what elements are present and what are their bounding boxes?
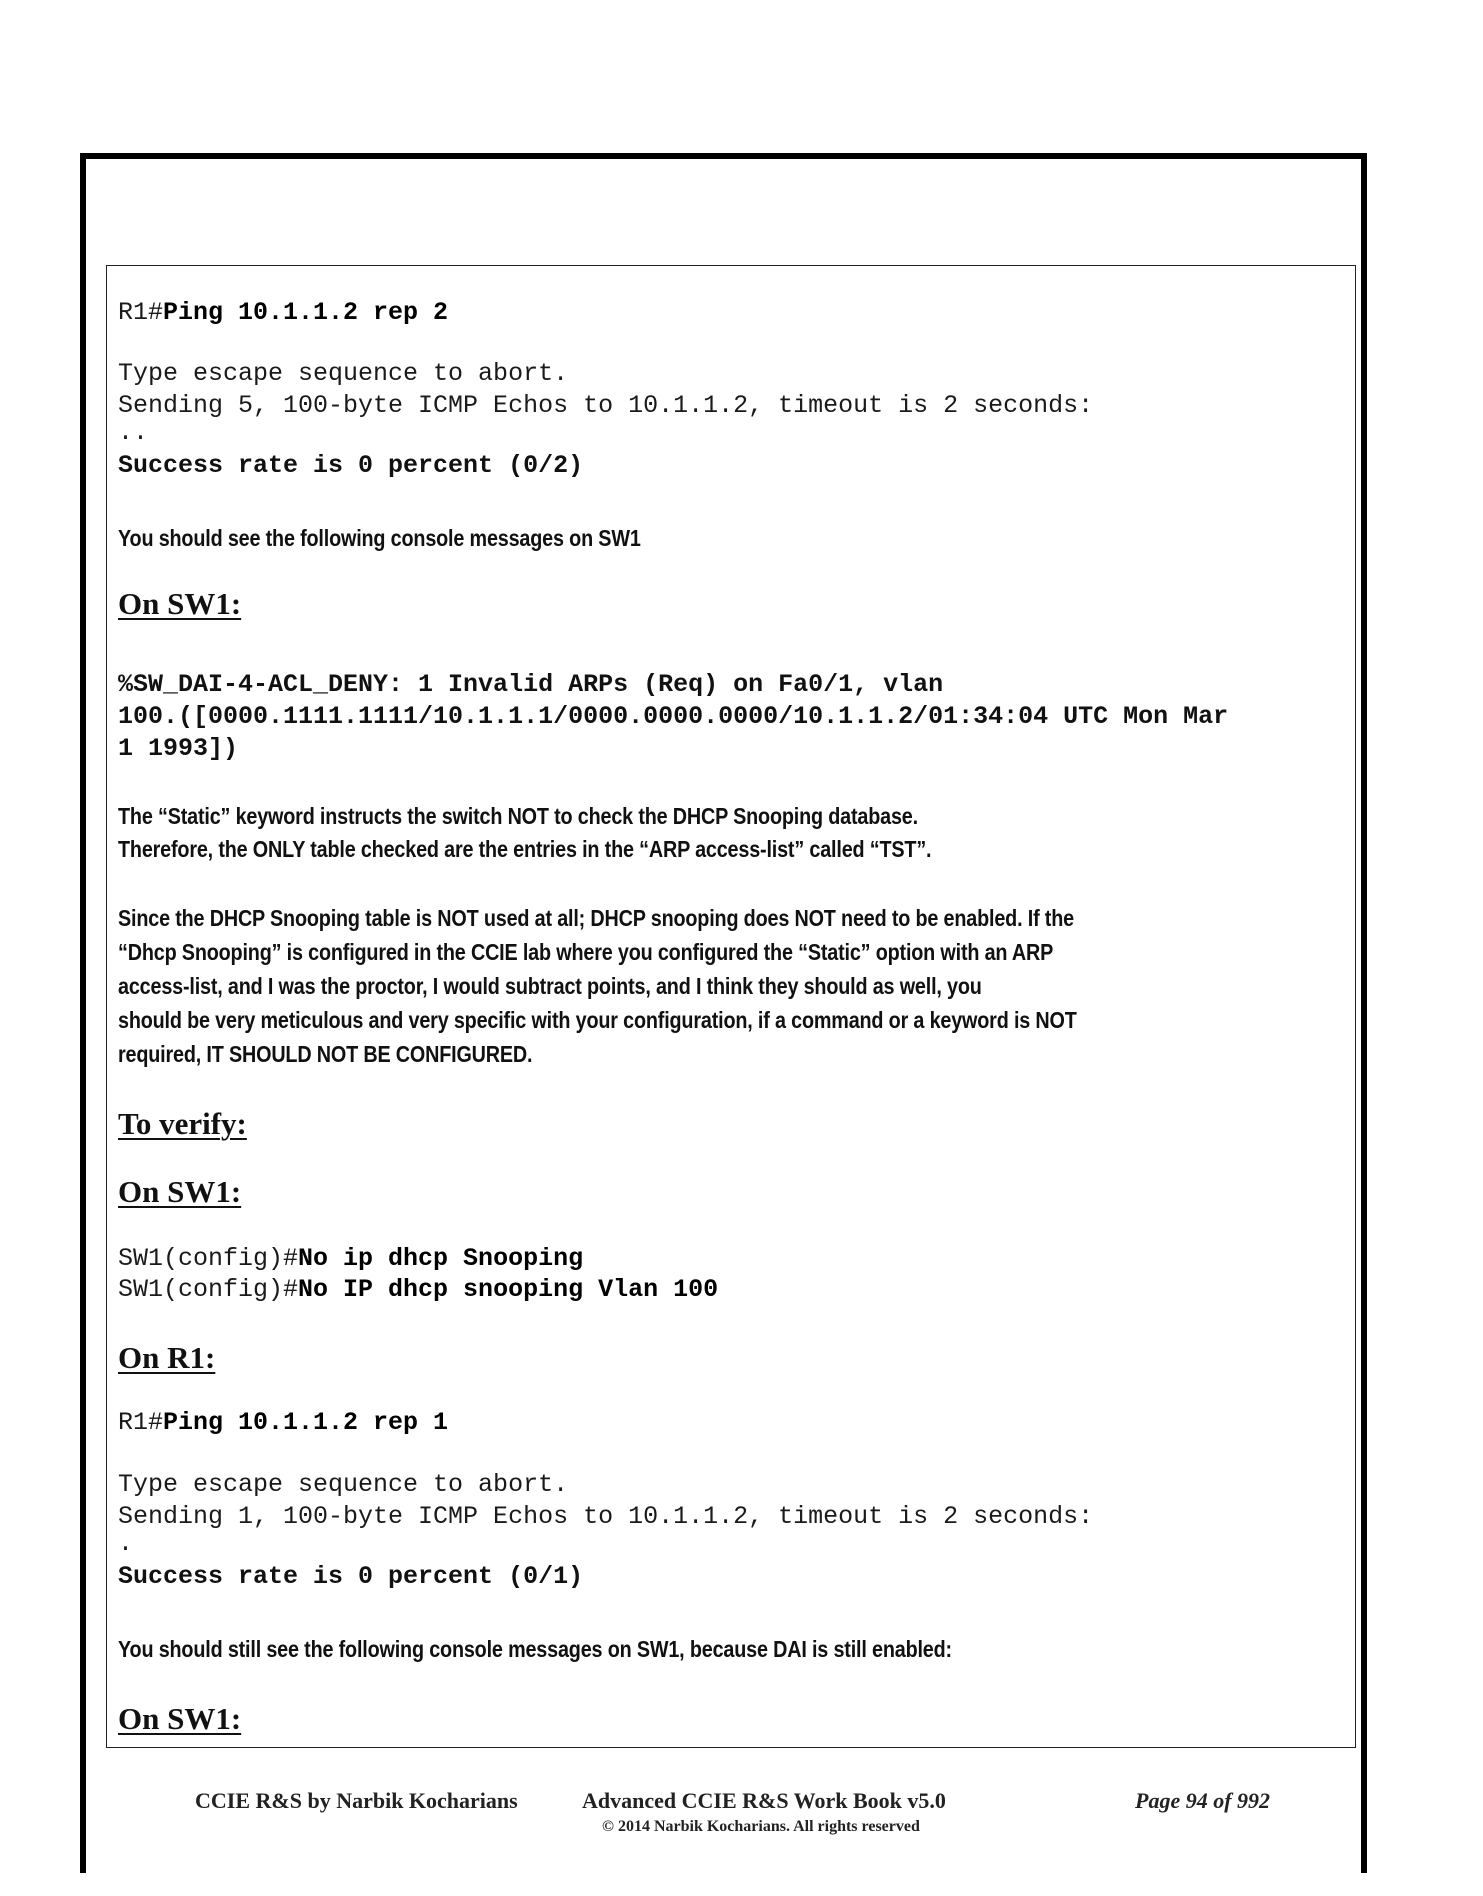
footer-book-title: Advanced CCIE R&S Work Book v5.0	[582, 1788, 946, 1813]
heading-to-verify: To verify:	[118, 1106, 247, 1141]
cli-output-sending: Sending 1, 100-byte ICMP Echos to 10.1.1.2, timeout is 2 seconds:	[118, 1502, 1094, 1531]
paragraph-since-line: “Dhcp Snooping” is configured in the CCIE lab where you configured the “Static” option with an ARP	[118, 939, 1054, 965]
cli-command: Ping 10.1.1.2 rep 1	[163, 1408, 449, 1437]
footer-page-number: Page 94 of 992	[1135, 1788, 1271, 1813]
paragraph-static-line: The “Static” keyword instructs the switch NOT to check the DHCP Snooping database.	[118, 803, 918, 829]
cli-command: No IP dhcp snooping Vlan 100	[298, 1275, 719, 1304]
r1-ping-command-line	[118, 300, 448, 325]
paragraph-since-line: should be very meticulous and very specific with your configuration, if a command or a keyword is NOT	[118, 1007, 1077, 1033]
note-still-console-messages: You should still see the following console messages on SW1, because DAI is still enabled:	[118, 1636, 952, 1662]
paragraph-since-line: access-list, and I was the proctor, I would subtract points, and I think they should as well, you	[118, 973, 982, 999]
heading-on-sw1: On SW1:	[118, 1701, 242, 1736]
sw1-config-command-line	[118, 1246, 583, 1271]
cli-command: No ip dhcp Snooping	[298, 1244, 584, 1273]
r1-ping-command-line	[118, 1410, 448, 1435]
cli-prompt: SW1(config)#	[118, 1275, 299, 1304]
paragraph-since-line: Since the DHCP Snooping table is NOT used at all; DHCP snooping does NOT need to be enabled. If the	[118, 905, 1074, 931]
cli-output-dots: ..	[118, 418, 149, 447]
sw1-config-command-line	[118, 1277, 718, 1302]
dai-log-line: 100.([0000.1111.1111/10.1.1.1/0000.0000.0000/10.1.1.2/01:34:04 UTC Mon Mar	[118, 702, 1229, 731]
cli-prompt: SW1(config)#	[118, 1244, 299, 1273]
paragraph-since-line: required, IT SHOULD NOT BE CONFIGURED.	[118, 1041, 533, 1067]
note-console-messages: You should see the following console messages on SW1	[118, 525, 641, 551]
cli-output-success: Success rate is 0 percent (0/2)	[118, 451, 584, 480]
footer-author: CCIE R&S by Narbik Kocharians	[195, 1788, 518, 1813]
dai-log-line: %SW_DAI-4-ACL_DENY: 1 Invalid ARPs (Req) on Fa0/1, vlan	[118, 670, 944, 699]
heading-on-sw1: On SW1:	[118, 1174, 242, 1209]
cli-output-escape: Type escape sequence to abort.	[118, 1470, 569, 1499]
cli-output-dots: .	[118, 1529, 134, 1558]
paragraph-static-line: Therefore, the ONLY table checked are the entries in the “ARP access-list” called “TST”.	[118, 836, 932, 862]
cli-command: Ping 10.1.1.2 rep 2	[163, 298, 449, 327]
footer-copyright: © 2014 Narbik Kocharians. All rights reserved	[602, 1818, 920, 1835]
heading-on-sw1: On SW1:	[118, 586, 242, 621]
cli-output-escape: Type escape sequence to abort.	[118, 359, 569, 388]
dai-log-line: 1 1993])	[118, 734, 239, 763]
cli-prompt: R1#	[118, 298, 164, 327]
heading-on-r1: On R1:	[118, 1340, 216, 1375]
cli-output-sending: Sending 5, 100-byte ICMP Echos to 10.1.1.2, timeout is 2 seconds:	[118, 391, 1094, 420]
cli-output-success: Success rate is 0 percent (0/1)	[118, 1562, 584, 1591]
cli-prompt: R1#	[118, 1408, 164, 1437]
